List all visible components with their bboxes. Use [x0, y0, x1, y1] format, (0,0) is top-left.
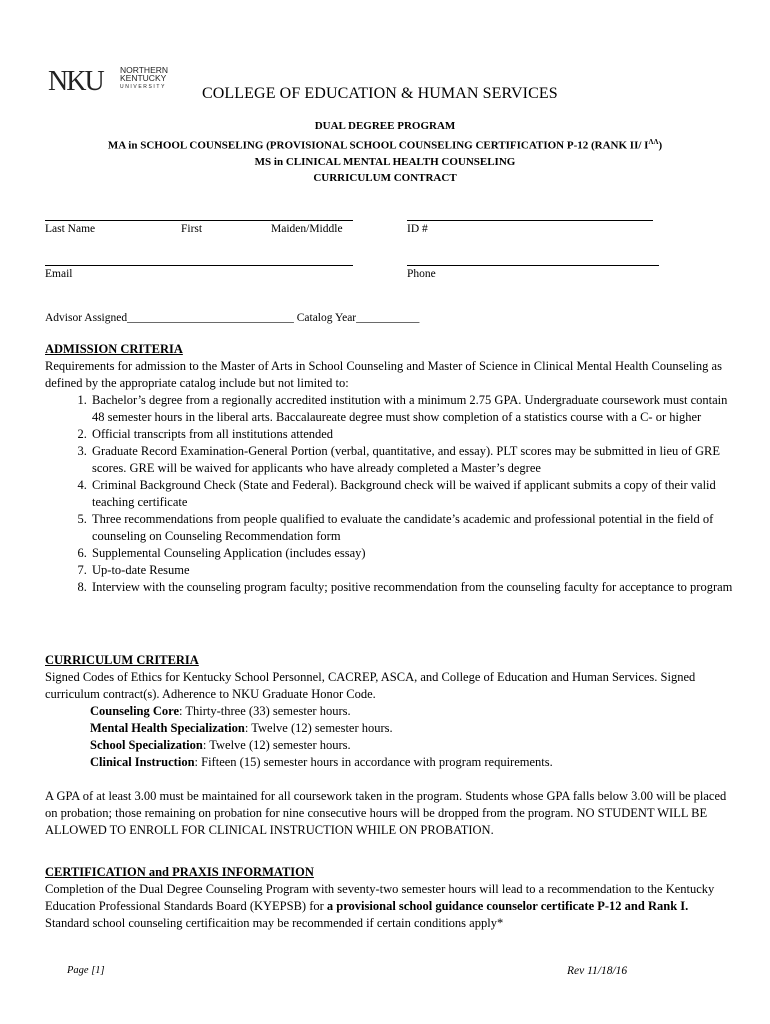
certification-paragraph: Completion of the Dual Degree Counseling Program with seventy-two semester hours will lead to a recommendation to the Kentucky Education Professional Standards Board (KYEPSB) for a provisional school guidance counselor certificate P-12 and Rank I. Standard school counseling certificaition may be recommended if certain conditions apply*: [45, 882, 715, 930]
curriculum-line: Mental Health Specialization: Twelve (12) semester hours.: [90, 721, 393, 735]
curriculum-line: Counseling Core: Thirty-three (33) semester hours.: [90, 704, 351, 718]
admission-heading: ADMISSION CRITERIA: [45, 342, 183, 356]
phone-field-line[interactable]: [407, 265, 659, 266]
list-item: 6. Supplemental Counseling Application (includes essay): [90, 545, 735, 562]
phone-label: Phone: [407, 268, 436, 280]
maiden-label: Maiden/Middle: [271, 223, 343, 235]
email-label: Email: [45, 268, 73, 280]
admission-intro: Requirements for admission to the Master of Arts in School Counseling and Master of Science in Clinical Mental Health Counseling as defined by the appropriate catalog include but not limited to:: [45, 359, 722, 390]
logo-line1: NORTHERN: [120, 65, 169, 75]
list-item: 2. Official transcripts from all institutions attended: [90, 426, 735, 443]
document-titles: [0, 118, 770, 186]
title-line2: MA in SCHOOL COUNSELING (PROVISIONAL SCHOOL COUNSELING CERTIFICATION P-12 (RANK II/ $I^{\Lambda\Lambda}$): [107, 138, 663, 152]
title-line3: MS in CLINICAL MENTAL HEALTH COUNSELING: [254, 155, 516, 168]
admission-section: [45, 341, 735, 596]
email-field-line[interactable]: [45, 265, 353, 266]
curriculum-intro: Signed Codes of Ethics for Kentucky School Personnel, CACREP, ASCA, and College of Education and Human Services. Signed curriculum contract(s). Adherence to NKU Graduate Honor Code.: [45, 670, 696, 701]
admission-list: [45, 392, 735, 596]
curriculum-line: School Specialization: Twelve (12) semester hours.: [90, 738, 351, 752]
list-item: 4. Criminal Background Check (State and Federal). Background check will be waived if applicant submits a copy of their valid teaching certificate: [90, 477, 735, 511]
gpa-paragraph: A GPA of at least 3.00 must be maintained for all coursework taken in the program. Students whose GPA falls below 3.00 will be placed on probation; those remaining on probation for nine consecutive hours will be dropped from the program. NO STUDENT WILL BE ALLOWED TO ENROLL FOR CLINICAL INSTRUCTION WHILE ON PROBATION.: [45, 789, 727, 837]
id-field-line[interactable]: [407, 220, 653, 221]
curriculum-line: Clinical Instruction: Fifteen (15) semester hours in accordance with program requirements.: [90, 755, 553, 769]
list-item: 1. Bachelor’s degree from a regionally accredited institution with a minimum 2.75 GPA. Undergraduate coursework must contain 48 semester hours in the liberal arts. Baccalaureate degree must show completion of a statistics course with a C- or higher: [90, 392, 735, 426]
list-item: 5. Three recommendations from people qualified to evaluate the candidate’s academic and professional potential in the field of counseling on Counseling Recommendation form: [90, 511, 735, 545]
logo-letters: NKU: [48, 66, 103, 96]
list-item: 8. Interview with the counseling program faculty; positive recommendation from the counseling faculty for acceptance to program: [90, 579, 735, 596]
logo-line2: KENTUCKY: [120, 73, 167, 83]
curriculum-heading: CURRICULUM CRITERIA: [45, 653, 199, 667]
list-item: 7. Up-to-date Resume: [90, 562, 735, 579]
id-label: ID #: [407, 223, 428, 235]
revision-date: Rev 11/18/16: [567, 965, 628, 977]
nku-logo: [48, 64, 198, 94]
list-item: 3. Graduate Record Examination-General Portion (verbal, quantitative, and essay). PLT scores may be submitted in lieu of GRE scores. GRE will be waived for applicants who have already completed a Master’s degree: [90, 443, 735, 477]
first-name-label: First: [181, 223, 203, 235]
certification-section: [45, 864, 735, 932]
advisor-catalog-line: Advisor Assigned_____________________________ Catalog Year___________: [45, 312, 420, 324]
certification-heading: CERTIFICATION and PRAXIS INFORMATION: [45, 865, 314, 879]
curriculum-section: [45, 652, 735, 839]
page-number: Page [1]: [67, 965, 105, 976]
title-line1: DUAL DEGREE PROGRAM: [314, 120, 456, 132]
logo-line3: UNIVERSITY: [120, 84, 167, 90]
last-name-label: Last Name: [45, 223, 96, 235]
college-title: COLLEGE OF EDUCATION & HUMAN SERVICES: [202, 85, 558, 102]
title-line4: CURRICULUM CONTRACT: [313, 171, 457, 184]
name-field-line[interactable]: [45, 220, 353, 221]
